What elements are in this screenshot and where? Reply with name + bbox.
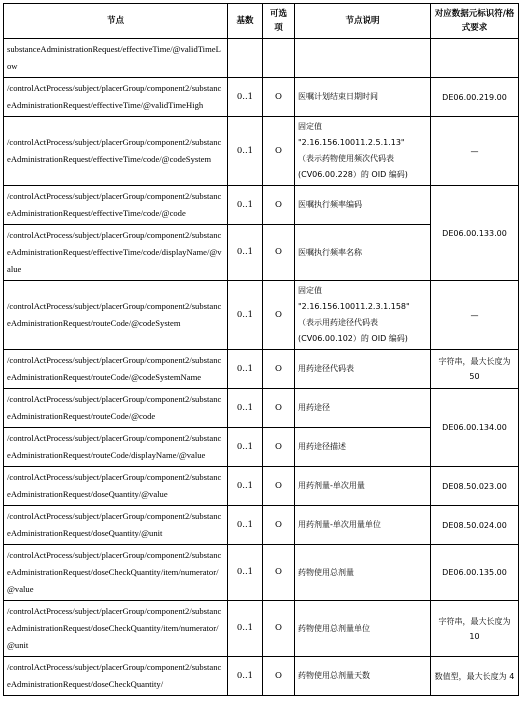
description-line: 固定值 xyxy=(298,122,322,131)
description-line: 医嘱计划结束日期时间 xyxy=(298,92,378,101)
description-cell xyxy=(295,545,431,601)
description-line: "2.16.156.10011.2.5.1.13" xyxy=(298,138,405,147)
format-cell: DE08.50.023.00 xyxy=(431,467,519,506)
format-cell: 数值型，最大长度为 4 xyxy=(431,657,519,696)
description-cell xyxy=(295,350,431,389)
node-path: /controlActProcess/subject/placerGroup/component2/substanceAdministrationRequest/effectiveTime/code/@codeSystem xyxy=(4,117,228,186)
optional-cell: O xyxy=(263,78,295,117)
description-line: 药物使用总剂量单位 xyxy=(298,623,370,633)
optional-cell: O xyxy=(263,389,295,428)
description-cell xyxy=(295,186,431,225)
cardinality-cell: 0..1 xyxy=(228,657,263,696)
cardinality-cell: 0..1 xyxy=(228,117,263,186)
cardinality-cell: 0..1 xyxy=(228,350,263,389)
description-cell xyxy=(295,657,431,696)
description-cell xyxy=(295,225,431,281)
optional-cell: O xyxy=(263,506,295,545)
header-cardinality: 基数 xyxy=(228,4,263,39)
table-row xyxy=(4,78,519,117)
description-cell xyxy=(295,281,431,350)
node-path: /controlActProcess/subject/placerGroup/component2/substanceAdministrationRequest/routeCode/@code xyxy=(4,389,228,428)
description-cell xyxy=(295,117,431,186)
optional-cell: O xyxy=(263,117,295,186)
node-path: /controlActProcess/subject/placerGroup/component2/substanceAdministrationRequest/effectiveTime/code/displayName/@value xyxy=(4,225,228,281)
description-line: 药物使用总剂量 xyxy=(298,567,354,577)
format-cell: DE06.00.133.00 xyxy=(431,186,519,281)
cardinality-cell: 0..1 xyxy=(228,389,263,428)
optional-cell: O xyxy=(263,281,295,350)
optional-cell: O xyxy=(263,545,295,601)
format-cell: DE06.00.135.00 xyxy=(431,545,519,601)
node-path: /controlActProcess/subject/placerGroup/component2/substanceAdministrationRequest/routeCode/@codeSystem xyxy=(4,281,228,350)
table-row xyxy=(4,467,519,506)
node-path: /controlActProcess/subject/placerGroup/component2/substanceAdministrationRequest/doseCheckQuantity/ xyxy=(4,657,228,696)
spec-table xyxy=(3,3,519,696)
header-row xyxy=(4,4,519,39)
format-cell: 字符串，最大长度为 50 xyxy=(431,350,519,389)
format-cell: DE08.50.024.00 xyxy=(431,506,519,545)
description-line: "2.16.156.10011.2.3.1.158" xyxy=(298,302,410,311)
node-path: /controlActProcess/subject/placerGroup/component2/substanceAdministrationRequest/doseQuantity/@value xyxy=(4,467,228,506)
description-line: 医嘱执行频率名称 xyxy=(298,247,362,257)
node-path: /controlActProcess/subject/placerGroup/component2/substanceAdministrationRequest/effectiveTime/@validTimeHigh xyxy=(4,78,228,117)
node-path: /controlActProcess/subject/placerGroup/component2/substanceAdministrationRequest/routeCode/displayName/@value xyxy=(4,428,228,467)
description-cell xyxy=(295,39,431,78)
description-line: (CV06.00.228）的 OID 编码) xyxy=(298,170,408,179)
format-cell: DE06.00.219.00 xyxy=(431,78,519,117)
table-row xyxy=(4,186,519,225)
format-cell xyxy=(431,39,519,78)
cardinality-cell xyxy=(228,39,263,78)
description-cell xyxy=(295,428,431,467)
cardinality-cell: 0..1 xyxy=(228,545,263,601)
optional-cell xyxy=(263,39,295,78)
description-line: 药物使用总剂量天数 xyxy=(298,671,370,680)
description-line: 用药剂量-单次用量单位 xyxy=(298,520,381,529)
optional-cell: O xyxy=(263,225,295,281)
cardinality-cell: 0..1 xyxy=(228,601,263,657)
description-line: 用药途径描述 xyxy=(298,442,346,451)
header-format: 对应数据元标识符/格式要求 xyxy=(431,4,519,39)
optional-cell: O xyxy=(263,467,295,506)
header-optional: 可选项 xyxy=(263,4,295,39)
description-line: 用药剂量-单次用量 xyxy=(298,481,365,490)
node-path: /controlActProcess/subject/placerGroup/component2/substanceAdministrationRequest/effectiveTime/code/@code xyxy=(4,186,228,225)
description-line: （表示用药途径代码表 xyxy=(298,318,378,327)
cardinality-cell: 0..1 xyxy=(228,281,263,350)
description-cell xyxy=(295,467,431,506)
description-line: 用药途径 xyxy=(298,403,330,412)
optional-cell: O xyxy=(263,186,295,225)
node-path: substanceAdministrationRequest/effectiveTime/@validTimeLow xyxy=(4,39,228,78)
header-node: 节点 xyxy=(4,4,228,39)
optional-cell: O xyxy=(263,657,295,696)
table-row xyxy=(4,281,519,350)
optional-cell: O xyxy=(263,428,295,467)
node-path: /controlActProcess/subject/placerGroup/component2/substanceAdministrationRequest/doseCheckQuantity/item/numerator/@value xyxy=(4,545,228,601)
description-line: (CV06.00.102）的 OID 编码) xyxy=(298,334,408,343)
table-row xyxy=(4,657,519,696)
cardinality-cell: 0..1 xyxy=(228,428,263,467)
description-cell xyxy=(295,78,431,117)
cardinality-cell: 0..1 xyxy=(228,225,263,281)
description-line: 用药途径代码表 xyxy=(298,364,354,373)
optional-cell: O xyxy=(263,601,295,657)
table-row xyxy=(4,545,519,601)
description-line: 固定值 xyxy=(298,286,322,295)
table-row xyxy=(4,350,519,389)
node-path: /controlActProcess/subject/placerGroup/component2/substanceAdministrationRequest/doseCheckQuantity/item/numerator/@unit xyxy=(4,601,228,657)
cardinality-cell: 0..1 xyxy=(228,467,263,506)
description-line: 医嘱执行频率编码 xyxy=(298,200,362,209)
table-row xyxy=(4,506,519,545)
cardinality-cell: 0..1 xyxy=(228,78,263,117)
format-cell: 字符串，最大长度为 10 xyxy=(431,601,519,657)
table-row xyxy=(4,117,519,186)
description-line: （表示药物使用频次代码表 xyxy=(298,154,394,163)
node-path: /controlActProcess/subject/placerGroup/component2/substanceAdministrationRequest/doseQuantity/@unit xyxy=(4,506,228,545)
node-path: /controlActProcess/subject/placerGroup/component2/substanceAdministrationRequest/routeCode/@codeSystemName xyxy=(4,350,228,389)
description-cell xyxy=(295,506,431,545)
cardinality-cell: 0..1 xyxy=(228,186,263,225)
cardinality-cell: 0..1 xyxy=(228,506,263,545)
table-row xyxy=(4,601,519,657)
optional-cell: O xyxy=(263,350,295,389)
format-cell: — xyxy=(431,281,519,350)
table-row xyxy=(4,39,519,78)
description-cell xyxy=(295,389,431,428)
table-row xyxy=(4,389,519,428)
header-description: 节点说明 xyxy=(295,4,431,39)
description-cell xyxy=(295,601,431,657)
format-cell: DE06.00.134.00 xyxy=(431,389,519,467)
format-cell: — xyxy=(431,117,519,186)
